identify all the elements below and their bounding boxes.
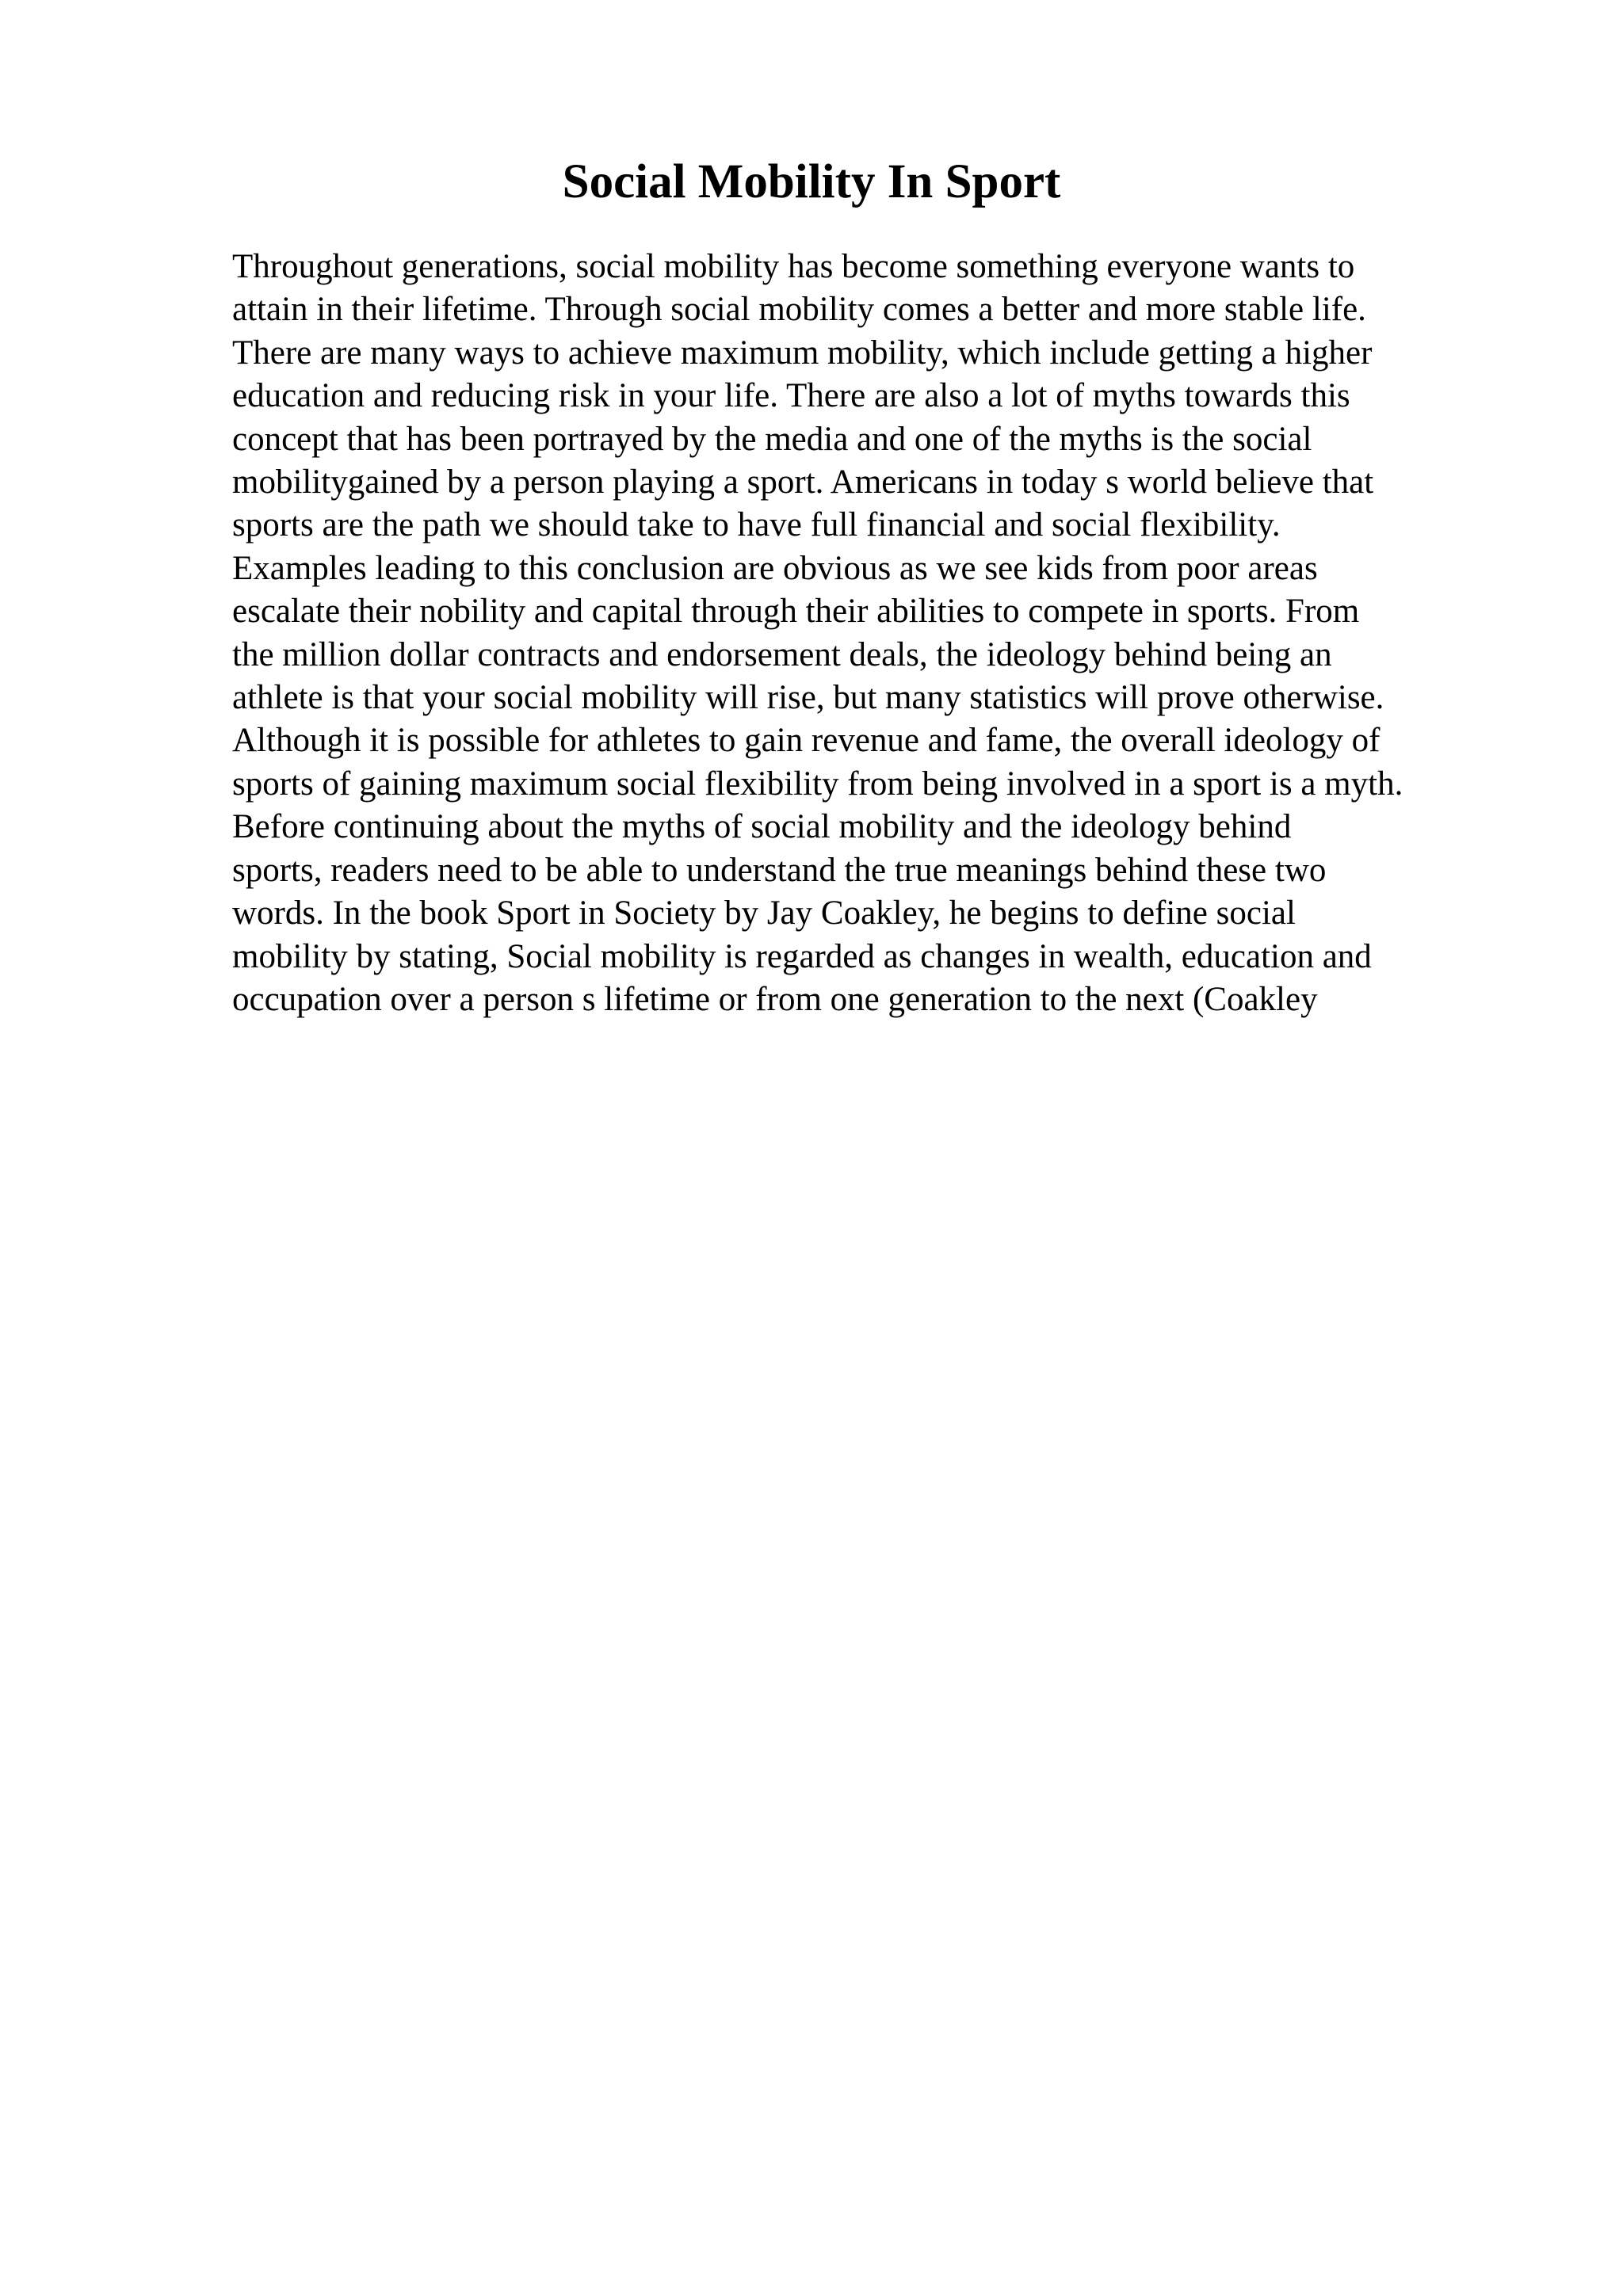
- body-line: mobility by stating, Social mobility is regarded as changes in wealth, education and: [232, 937, 1372, 975]
- body-line: mobilitygained by a person playing a sport. Americans in today s world believe that: [232, 463, 1374, 502]
- body-line: Before continuing about the myths of social mobility and the ideology behind: [232, 808, 1292, 846]
- body-line: sports, readers need to be able to understand the true meanings behind these two: [232, 851, 1327, 889]
- document-body: [232, 246, 1611, 1021]
- body-line: the million dollar contracts and endorsement deals, the ideology behind being an: [232, 635, 1332, 673]
- body-line: attain in their lifetime. Through social mobility comes a better and more stable life.: [232, 291, 1366, 329]
- body-line: words. In the book Sport in Society by Jay Coakley, he begins to define social: [232, 894, 1296, 933]
- body-line: Examples leading to this conclusion are obvious as we see kids from poor areas: [232, 549, 1318, 587]
- body-line: Although it is possible for athletes to gain revenue and fame, the overall ideology of: [232, 722, 1381, 760]
- body-line: Throughout generations, social mobility has become something everyone wants to: [232, 248, 1355, 285]
- body-line: athlete is that your social mobility will rise, but many statistics will prove otherwise.: [232, 679, 1384, 717]
- body-line: occupation over a person s lifetime or from one generation to the next (Coakley: [232, 980, 1318, 1018]
- body-line: concept that has been portrayed by the media and one of the myths is the social: [232, 420, 1312, 458]
- body-line: education and reducing risk in your life. There are also a lot of myths towards this: [232, 377, 1350, 415]
- body-line: escalate their nobility and capital through their abilities to compete in sports. From: [232, 593, 1360, 631]
- body-line: sports of gaining maximum social flexibility from being involved in a sport is a myth.: [232, 765, 1403, 803]
- body-line: sports are the path we should take to have full financial and social flexibility.: [232, 506, 1281, 544]
- document-title: Social Mobility In Sport: [562, 155, 1061, 208]
- body-line: There are many ways to achieve maximum mobility, which include getting a higher: [232, 334, 1373, 372]
